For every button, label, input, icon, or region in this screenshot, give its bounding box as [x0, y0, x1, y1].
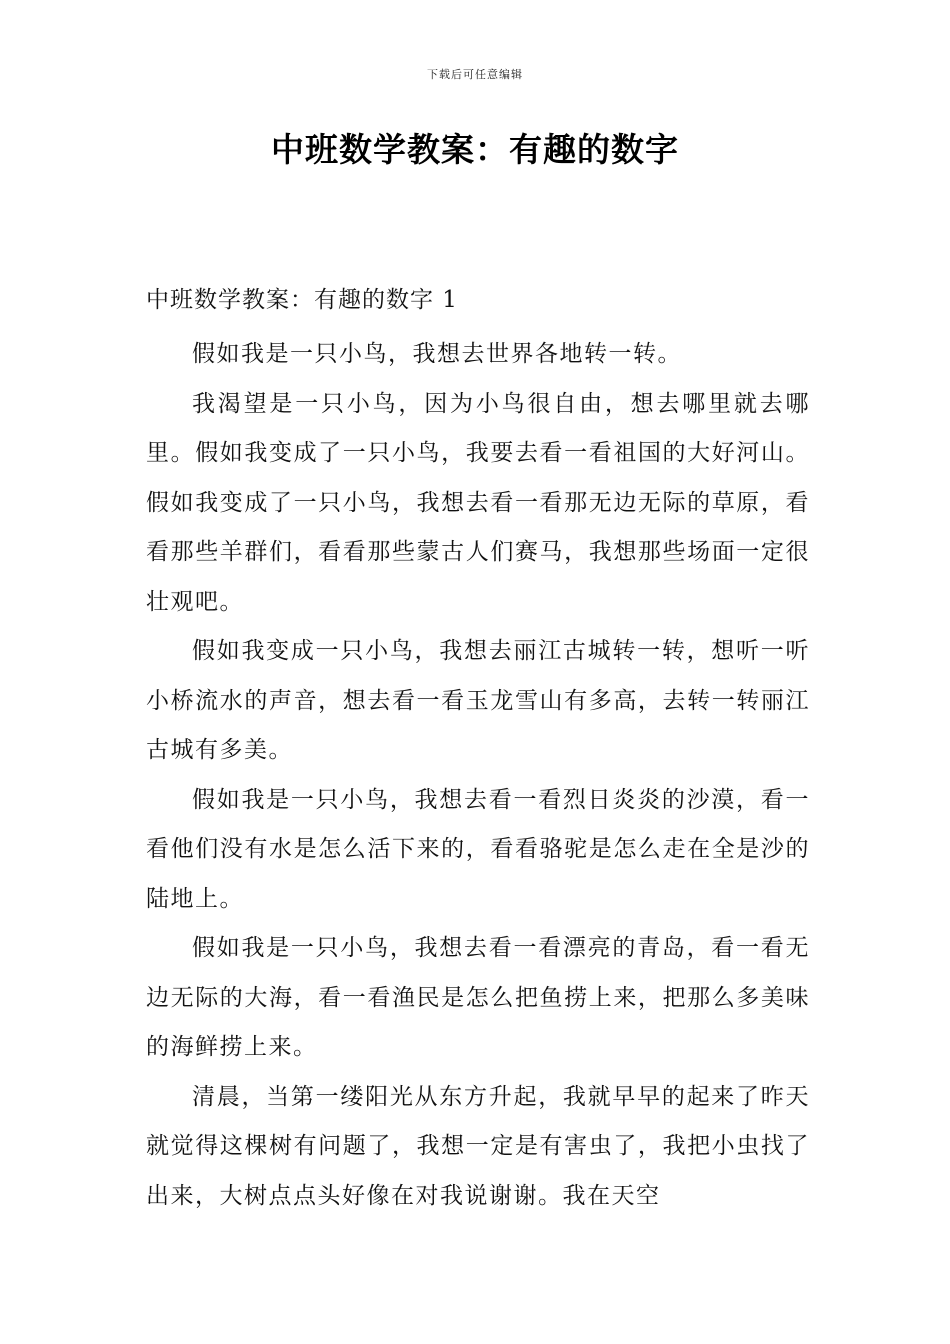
paragraph: 我渴望是一只小鸟，因为小鸟很自由，想去哪里就去哪里。假如我变成了一只小鸟，我要去看一看祖国的大好河山。假如我变成了一只小鸟，我想去看一看那无边无际的草原，看看那些羊群们，看看那些蒙古人们赛马，我想那些场面一定很壮观吧。 [146, 390, 810, 615]
document-body [146, 280, 810, 1221]
paragraph: 假如我是一只小鸟，我想去看一看漂亮的青岛，看一看无边无际的大海，看一看渔民是怎么把鱼捞上来，把那么多美味的海鲜捞上来。 [146, 935, 810, 1060]
header-note: 下载后可任意编辑 [427, 68, 523, 81]
paragraph: 假如我是一只小鸟，我想去世界各地转一转。 [192, 341, 682, 367]
paragraph: 假如我是一只小鸟，我想去看一看烈日炎炎的沙漠，看一看他们没有水是怎么活下来的，看看骆驼是怎么走在全是沙的陆地上。 [146, 786, 810, 912]
paragraph: 清晨，当第一缕阳光从东方升起，我就早早的起来了昨天就觉得这棵树有问题了，我想一定是有害虫了，我把小虫找了出来，大树点点头好像在对我说谢谢。我在天空 [146, 1083, 810, 1209]
paragraph: 假如我变成一只小鸟，我想去丽江古城转一转，想听一听小桥流水的声音，想去看一看玉龙雪山有多高，去转一转丽江古城有多美。 [146, 638, 810, 763]
section-heading: 中班数学教案：有趣的数字 1 [146, 287, 458, 313]
document-title: 中班数学教案：有趣的数字 [271, 130, 679, 169]
